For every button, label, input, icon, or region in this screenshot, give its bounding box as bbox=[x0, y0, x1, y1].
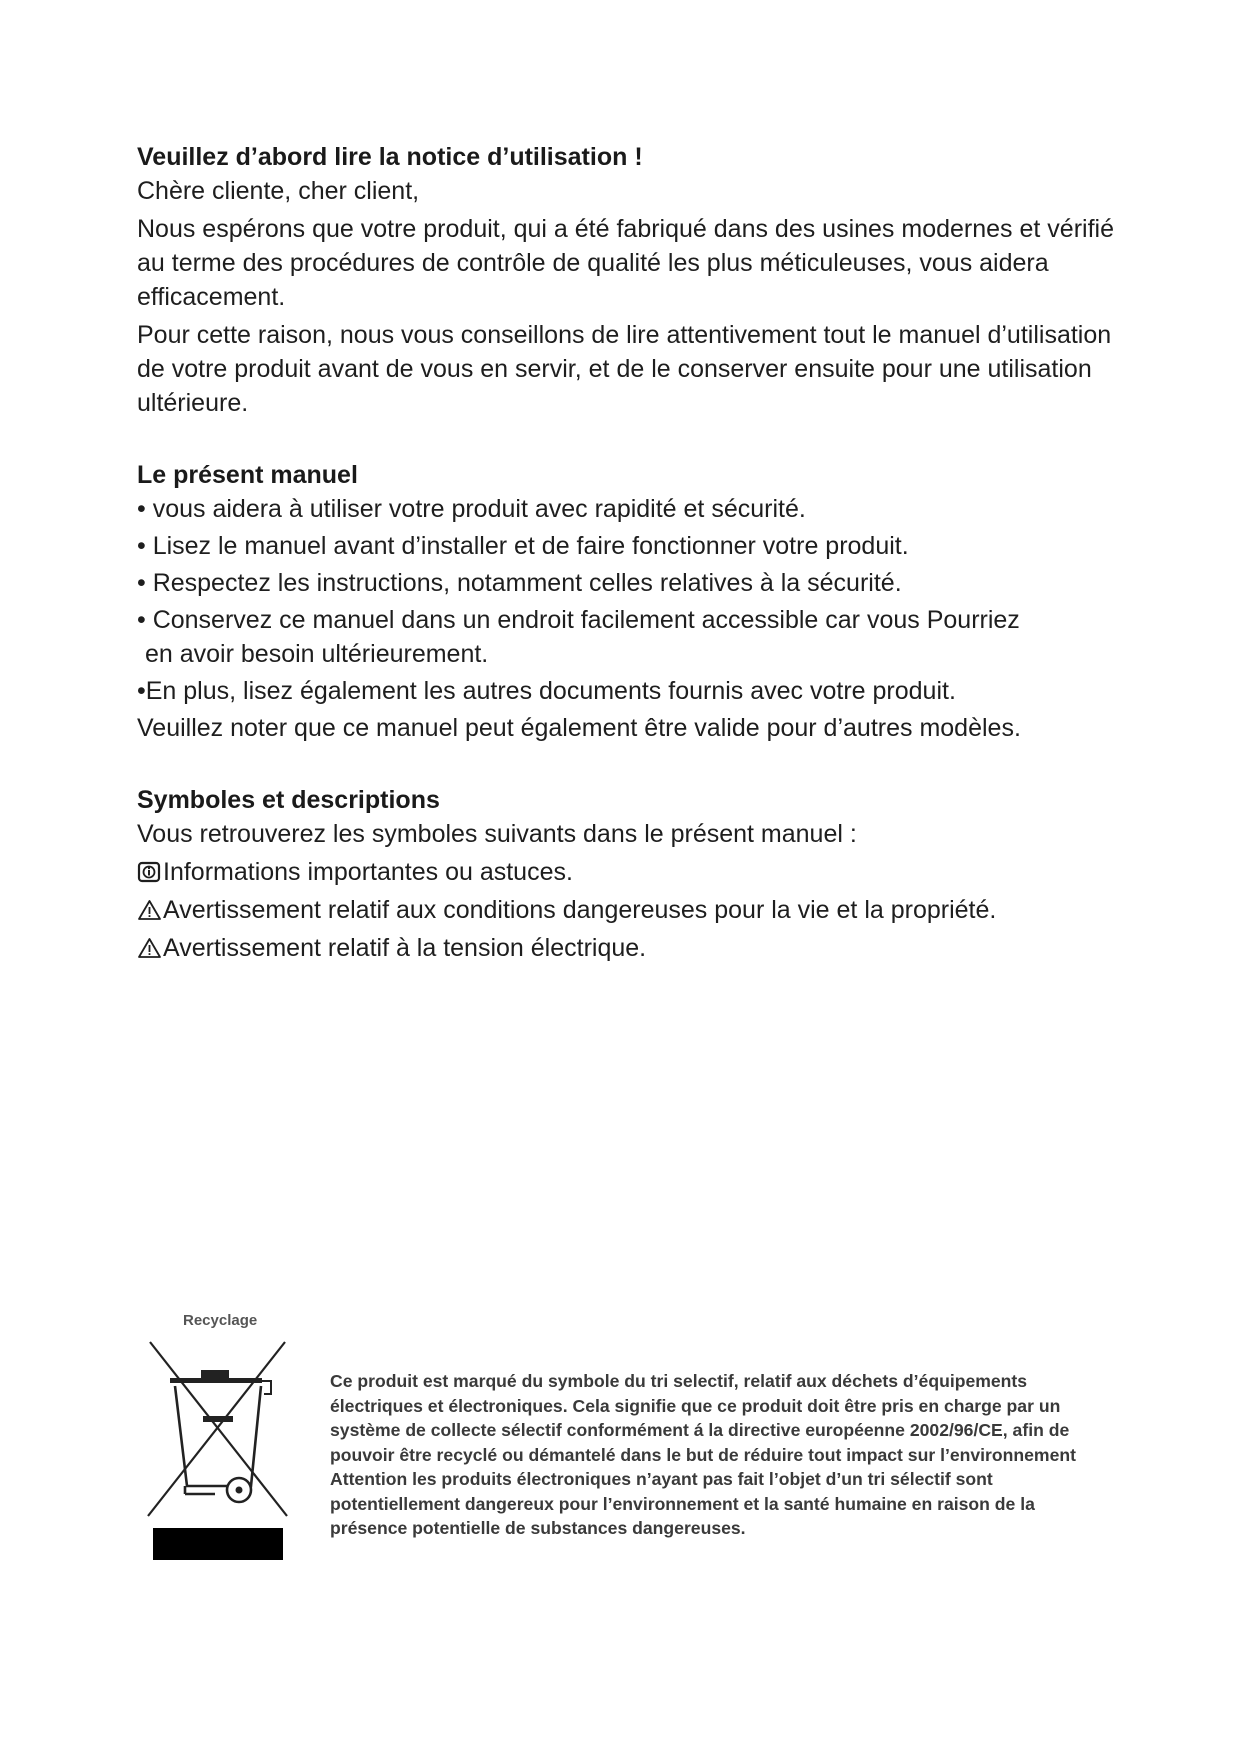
manual-bullet-list bbox=[137, 492, 1117, 708]
intro-greeting: Chère cliente, cher client, bbox=[137, 177, 420, 205]
symbol-item-text: Avertissement relatif aux conditions dangereuses pour la vie et la propriété. bbox=[163, 896, 997, 924]
manual-bullet-continuation: en avoir besoin ultérieurement. bbox=[145, 640, 489, 668]
symbols-intro: Vous retrouverez les symboles suivants dans le présent manuel : bbox=[137, 820, 857, 848]
crossed-out-wheelie-bin-icon bbox=[145, 1336, 290, 1561]
section-spacer bbox=[137, 424, 1117, 458]
manual-bullet: • Respectez les instructions, notamment celles relatives à la sécurité. bbox=[137, 569, 902, 597]
manual-heading: Le présent manuel bbox=[137, 461, 358, 489]
manual-bullet: • vous aidera à utiliser votre produit avec rapidité et sécurité. bbox=[137, 495, 806, 523]
symbol-item-text: Informations importantes ou astuces. bbox=[163, 858, 573, 886]
manual-bullet: •En plus, lisez également les autres documents fournis avec votre produit. bbox=[137, 677, 956, 705]
symbols-heading: Symboles et descriptions bbox=[137, 786, 440, 814]
manual-bullet-text: • Conservez ce manuel dans un endroit facilement accessible car vous Pourriez bbox=[137, 606, 1020, 634]
warning-triangle-icon bbox=[137, 937, 162, 959]
info-icon bbox=[137, 861, 162, 883]
intro-paragraph-1: Nous espérons que votre produit, qui a été fabriqué dans des usines modernes et vérifié au terme des procédures de contrôle de qualité les plus méticuleuses, vous aidera efficacement. bbox=[137, 215, 1114, 311]
symbol-item-warning bbox=[137, 893, 1117, 927]
symbol-item-text: Avertissement relatif à la tension électrique. bbox=[163, 934, 647, 962]
intro-title: Veuillez d’abord lire la notice d’utilisation ! bbox=[137, 143, 643, 171]
recycling-section bbox=[145, 1312, 1105, 1562]
warning-triangle-icon bbox=[137, 899, 162, 921]
recycling-label: Recyclage bbox=[183, 1312, 258, 1329]
recycling-description: Ce produit est marqué du symbole du tri selectif, relatif aux déchets d’équipements électriques et électroniques. Cela signifie que ce produit doit être pris en charge par un système de collecte sélectif conformément á la directive européenne 2002/96/CE, afin de pouvoir être recyclé ou démantelé dans le but de réduire tout impact sur l’environnement Attention les produits électroniques n’ayant pas fait l’objet d’un tri sélectif sont potentiellement dangereux pour l’environnement et la santé humaine en raison de la présence potentielle de substances dangereuses. bbox=[330, 1371, 1076, 1538]
intro-paragraph-2: Pour cette raison, nous vous conseillons de lire attentivement tout le manuel d’utilisation de votre produit avant de vous en servir, et de le conserver ensuite pour une utilisation ultérieure. bbox=[137, 321, 1112, 417]
symbol-item-info bbox=[137, 855, 1117, 889]
symbol-item-electric-warning bbox=[137, 931, 1117, 965]
section-spacer bbox=[137, 749, 1117, 783]
manual-page bbox=[137, 140, 1117, 969]
manual-bullet: • Lisez le manuel avant d’installer et de faire fonctionner votre produit. bbox=[137, 532, 909, 560]
manual-note: Veuillez noter que ce manuel peut également être valide pour d’autres modèles. bbox=[137, 714, 1021, 742]
manual-bullet bbox=[137, 603, 1117, 671]
